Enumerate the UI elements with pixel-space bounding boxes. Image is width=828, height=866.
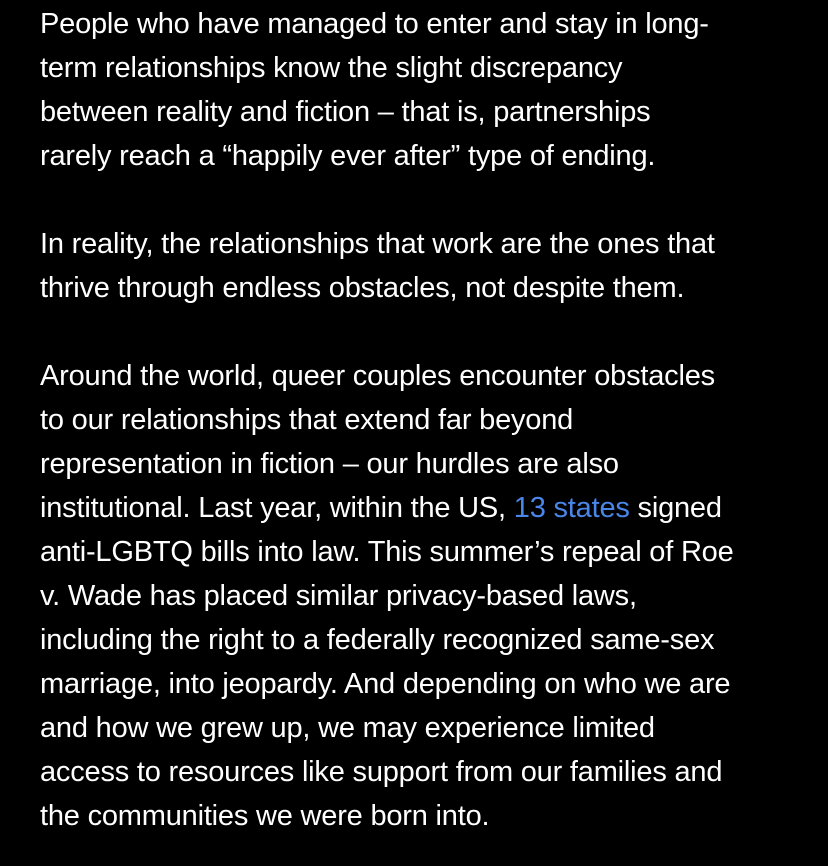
text-segment: signed — [629, 492, 722, 524]
text-line: the communities we were born into. — [40, 800, 490, 832]
text-line: v. Wade has placed similar privacy-based laws, — [40, 580, 637, 612]
text-segment: institutional. Last year, within the US, — [40, 492, 514, 524]
text-line: People who have managed to enter and stay in long- — [40, 8, 709, 40]
text-line: between reality and fiction – that is, partnerships — [40, 96, 651, 128]
text-line: Around the world, queer couples encounter obstacles — [40, 360, 715, 392]
paragraph-3 — [40, 354, 798, 838]
text-line: In reality, the relationships that work are the ones that — [40, 228, 715, 260]
text-line: including the right to a federally recognized same-sex — [40, 624, 715, 656]
text-line-with-link — [40, 486, 798, 530]
paragraph-1 — [40, 2, 798, 178]
13-states-link[interactable]: 13 states — [513, 492, 630, 524]
text-line: marriage, into jeopardy. And depending on who we are — [40, 668, 731, 700]
paragraph-2 — [40, 222, 798, 310]
text-line: access to resources like support from our families and — [40, 756, 723, 788]
text-line: anti-LGBTQ bills into law. This summer’s repeal of Roe — [40, 536, 734, 568]
text-line: to our relationships that extend far beyond — [40, 404, 574, 436]
text-line: and how we grew up, we may experience limited — [40, 712, 655, 744]
text-line: representation in fiction – our hurdles are also — [40, 448, 619, 480]
text-line: term relationships know the slight discrepancy — [40, 52, 623, 84]
text-line: thrive through endless obstacles, not despite them. — [40, 272, 685, 304]
text-line: rarely reach a “happily ever after” type of ending. — [40, 140, 656, 172]
